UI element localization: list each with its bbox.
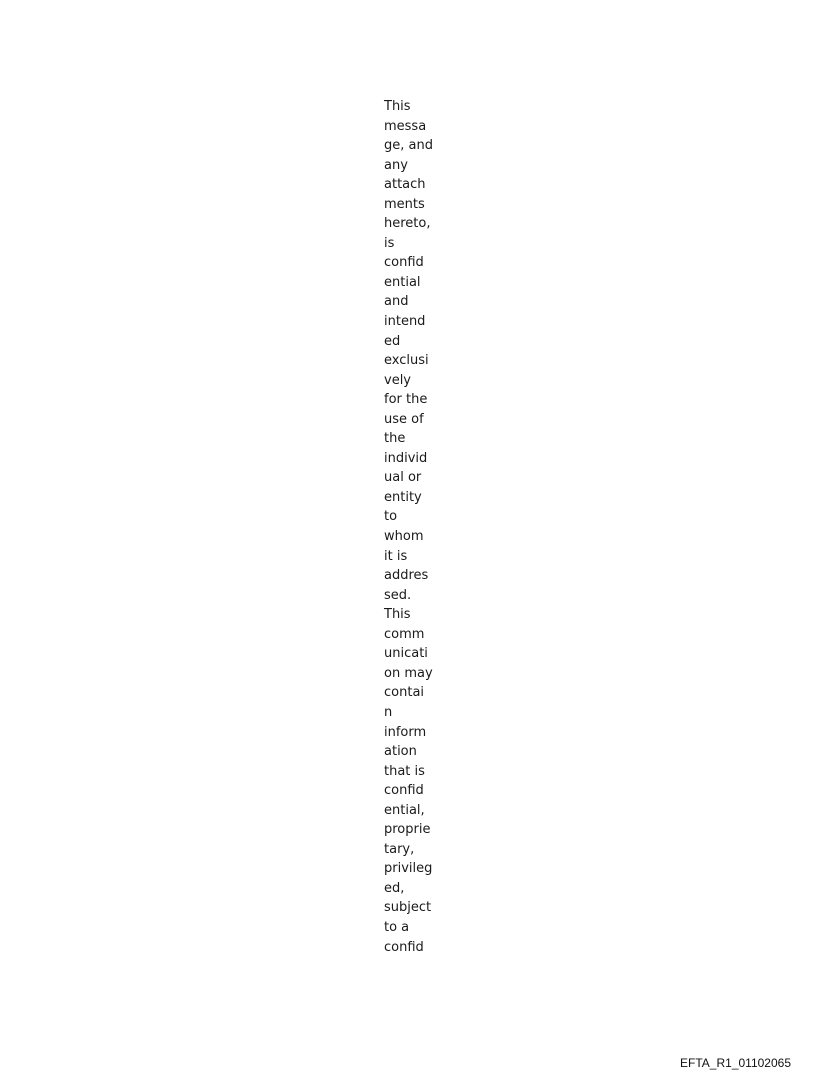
notice-line: This	[384, 607, 411, 623]
notice-line: subject	[384, 900, 432, 916]
notice-line: ential	[384, 274, 421, 290]
notice-line: proprie	[384, 822, 431, 838]
notice-line: ual or	[384, 470, 422, 486]
notice-line: vely	[384, 372, 411, 388]
notice-line: ge, and	[384, 138, 433, 154]
notice-line: confid	[384, 939, 424, 955]
notice-line: sed.	[384, 587, 412, 603]
notice-line: any	[384, 157, 408, 173]
notice-line: privileg	[384, 861, 433, 877]
notice-line: n	[384, 704, 393, 720]
notice-line: confid	[384, 783, 424, 799]
notice-line: unicati	[384, 646, 428, 662]
notice-line: confid	[384, 255, 424, 271]
notice-line: on may	[384, 665, 433, 681]
notice-line: ments	[384, 196, 425, 212]
notice-line: tary,	[384, 841, 415, 857]
notice-line: exclusi	[384, 353, 429, 369]
notice-line: ed,	[384, 880, 405, 896]
document-id-footer: EFTA_R1_01102065	[680, 1056, 791, 1070]
notice-line: whom	[384, 529, 424, 545]
notice-line: is	[384, 235, 395, 251]
notice-line: ed	[384, 333, 401, 349]
confidentiality-notice-column	[384, 97, 444, 957]
notice-line: that is	[384, 763, 425, 779]
notice-line: individ	[384, 450, 428, 466]
notice-line: use of	[384, 411, 424, 427]
notice-line: it is	[384, 548, 408, 564]
notice-line: and	[384, 294, 409, 310]
notice-line: entity	[384, 489, 422, 505]
notice-line: ation	[384, 744, 417, 760]
notice-line: addres	[384, 568, 429, 584]
notice-line: contai	[384, 685, 425, 701]
notice-line: for the	[384, 392, 428, 408]
notice-line: comm	[384, 626, 425, 642]
notice-line: to a	[384, 919, 410, 935]
notice-line: to	[384, 509, 398, 525]
notice-line: attach	[384, 177, 426, 193]
notice-line: the	[384, 431, 406, 447]
notice-line: ential,	[384, 802, 425, 818]
notice-line: messa	[384, 118, 427, 134]
notice-line: This	[384, 99, 411, 114]
notice-line: intend	[384, 314, 426, 330]
notice-line: inform	[384, 724, 427, 740]
notice-line: hereto,	[384, 216, 431, 232]
